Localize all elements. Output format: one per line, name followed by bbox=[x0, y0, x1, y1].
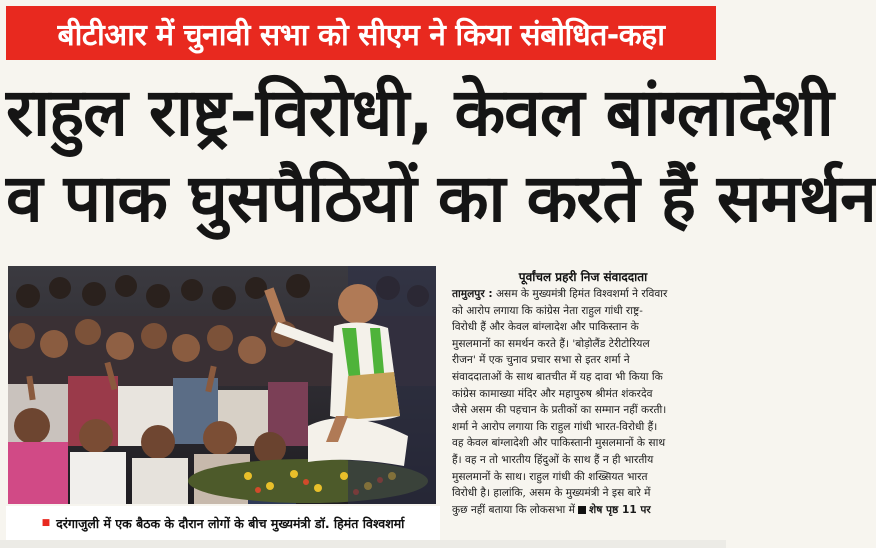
article-line: विरोधी है। हालांकि, असम के मुख्यमंत्री ने इस बारे में bbox=[452, 487, 651, 500]
photo-caption-text: दरंगाजुली में एक बैठक के दौरान लोगों के बीच मुख्यमंत्री डॉ. हिमंत विश्वशर्मा bbox=[56, 515, 405, 531]
article-line: शर्मा ने आरोप लगाया कि राहुल गांधी भारत-विरोधी हैं। bbox=[452, 420, 658, 433]
headline-line-1: राहुल राष्ट्र-विरोधी, केवल बांग्लादेशी bbox=[6, 74, 833, 151]
byline: पूर्वांचल प्रहरी निज संवाददाता bbox=[518, 270, 648, 284]
article-line: विरोधी हैं और केवल बांग्लादेश और पाकिस्तान के bbox=[452, 321, 639, 334]
article-line: कुछ नहीं बताया कि लोकसभा में शेष पृष्ठ 11 पर bbox=[452, 503, 651, 516]
crowd-photo-illustration bbox=[8, 266, 436, 504]
article-line: जैसे असम की पहचान के प्रतीकों का सम्मान नहीं करती। bbox=[452, 404, 667, 417]
news-photo bbox=[8, 266, 436, 504]
article-body bbox=[452, 286, 716, 518]
kicker-banner bbox=[6, 6, 716, 60]
article-line: मुसलमानों के साथ। राहुल गांधी की शख्सियत भारत bbox=[452, 470, 648, 483]
headline bbox=[6, 70, 876, 242]
continued-on-page[interactable]: शेष पृष्ठ 11 पर bbox=[589, 503, 651, 516]
kicker-text: बीटीआर में चुनावी सभा को सीएम ने किया संबोधित-कहा bbox=[57, 17, 665, 53]
article-line: संवाददाताओं के साथ बातचीत में यह दावा भी किया कि bbox=[452, 370, 663, 383]
article-line: को आरोप लगाया कि कांग्रेस नेता राहुल गांधी राष्ट्र- bbox=[452, 304, 643, 317]
article-line: मुसलमानों का समर्थन करते हैं। 'बोड़ोलैंड टेरीटोरियल bbox=[452, 337, 650, 350]
article-line: रीजन' में एक चुनाव प्रचार सभा से इतर शर्मा ने bbox=[452, 354, 630, 367]
photo-caption bbox=[6, 506, 440, 540]
article-line: वह केवल बांग्लादेशी और पाकिस्तानी मुसलमानों के साथ bbox=[452, 437, 666, 450]
headline-line-2: व पाक घुसपैठियों का करते हैं समर्थन bbox=[6, 160, 876, 237]
article-line: कांग्रेस कामाख्या मंदिर और महापुरुष श्रीमंत शंकरदेव bbox=[452, 387, 653, 400]
article-line: हैं। वह न तो भारतीय हिंदुओं के साथ हैं न ही भारतीय bbox=[452, 453, 654, 466]
bottom-strip bbox=[0, 540, 726, 548]
continuation-square-icon bbox=[578, 506, 586, 514]
bullet-icon: ■ bbox=[41, 518, 51, 528]
dateline: तामुलपुर : bbox=[452, 288, 493, 300]
article-line: तामुलपुर : असम के मुख्यमंत्री हिमंत विश्वशर्मा ने रविवार bbox=[452, 288, 668, 300]
